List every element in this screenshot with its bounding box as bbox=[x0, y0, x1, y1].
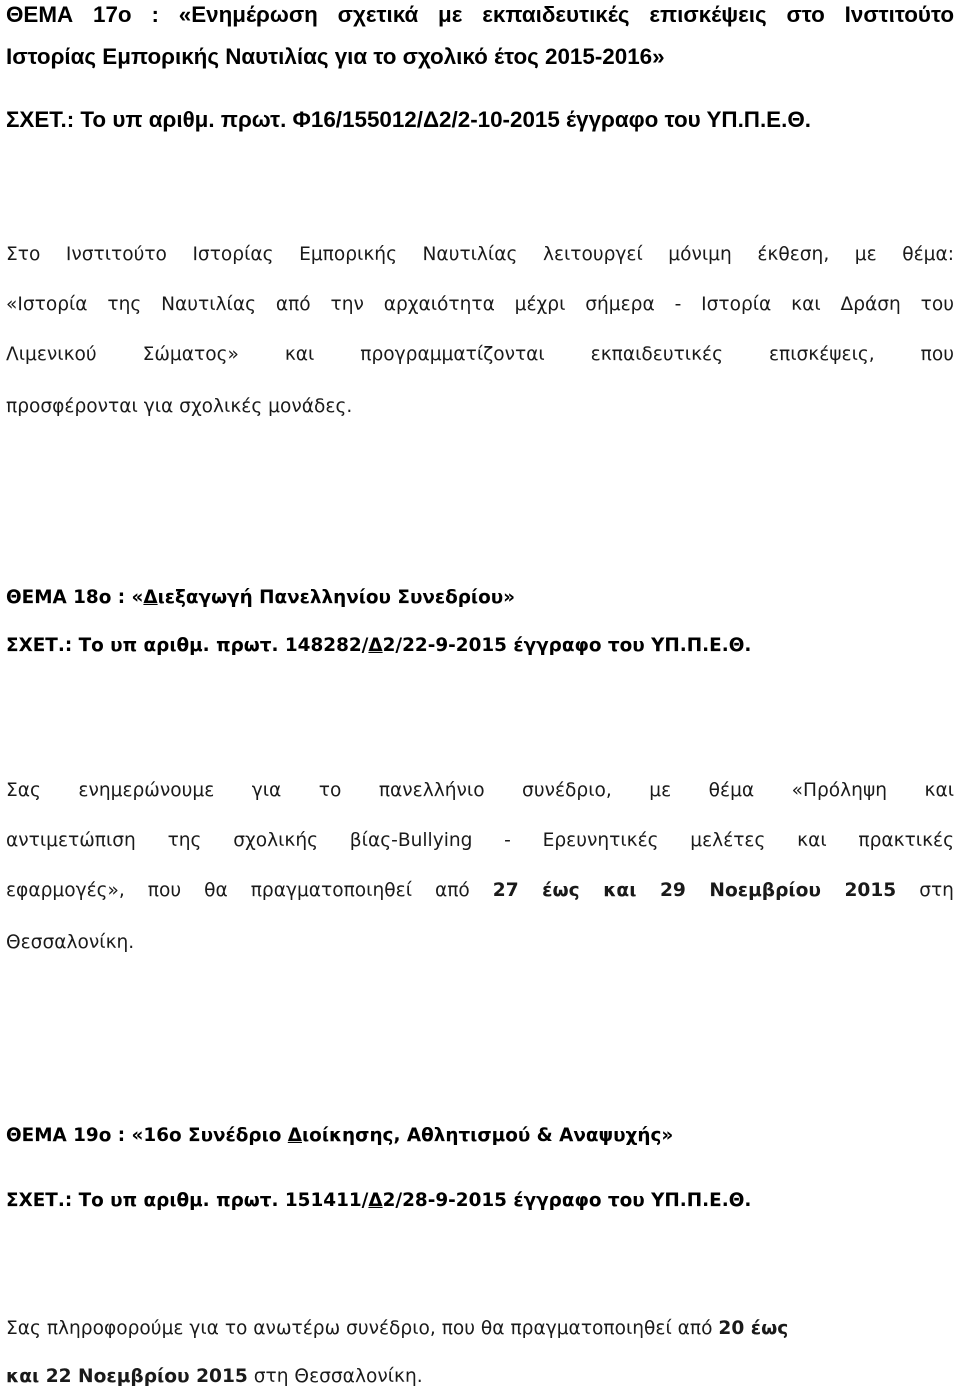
topic17-reference: ΣΧΕΤ.: Το υπ αριθμ. πρωτ. Φ16/155012/Δ2/2-10-2015 έγγραφο του ΥΠ.Π.Ε.Θ. bbox=[6, 107, 811, 132]
topic19-reference bbox=[6, 1186, 751, 1216]
topic18-body-line3 bbox=[6, 876, 954, 906]
topic19-body-line2 bbox=[6, 1362, 423, 1392]
topic18-ref-prefix: ΣΧΕΤ.: Το υπ αριθμ. πρωτ. 148282/ bbox=[6, 635, 369, 656]
topic17-title-line1: ΘΕΜΑ 17ο : «Ενημέρωση σχετικά με εκπαιδευτικές επισκέψεις στο Ινστιτούτο bbox=[6, 2, 954, 27]
topic19-date-start: 20 έως bbox=[718, 1318, 789, 1339]
topic19-body-line1 bbox=[6, 1314, 788, 1344]
topic17-body-line3: Λιμενικού Σώματος» και προγραμματίζονται εκπαιδευτικές επισκέψεις, που bbox=[6, 344, 954, 365]
topic18-reference bbox=[6, 631, 751, 661]
topic19-body-line2-post: στη Θεσσαλονίκη. bbox=[247, 1366, 423, 1387]
topic19-ref-prefix: ΣΧΕΤ.: Το υπ αριθμ. πρωτ. 151411/ bbox=[6, 1190, 369, 1211]
topic18-body-line1: Σας ενημερώνουμε για το πανελλήνιο συνέδριο, με θέμα «Πρόληψη και bbox=[6, 780, 954, 801]
topic18-title-underlined: Δ bbox=[143, 587, 158, 608]
topic18-ref-underlined: Δ bbox=[368, 635, 383, 656]
topic17-title-line2: Ιστορίας Εμπορικής Ναυτιλίας για το σχολικό έτος 2015-2016» bbox=[6, 44, 665, 69]
topic18-body-line2: αντιμετώπιση της σχολικής βίας-Bullying - Ερευνητικές μελέτες και πρακτικές bbox=[6, 830, 954, 851]
topic17-body-line2: «Ιστορία της Ναυτιλίας από την αρχαιότητα μέχρι σήμερα - Ιστορία και Δράση του bbox=[6, 294, 954, 315]
topic19-date-end: και 22 Νοεμβρίου 2015 bbox=[6, 1366, 248, 1387]
topic18-title-prefix: ΘΕΜΑ 18ο : « bbox=[6, 587, 144, 608]
topic19-title bbox=[6, 1121, 673, 1151]
topic18-body-line4: Θεσσαλονίκη. bbox=[6, 932, 135, 953]
topic19-ref-suffix: 2/28-9-2015 έγγραφο του ΥΠ.Π.Ε.Θ. bbox=[382, 1190, 752, 1211]
topic17-body-line1: Στο Ινστιτούτο Ιστορίας Εμπορικής Ναυτιλίας λειτουργεί μόνιμη έκθεση, με θέμα: bbox=[6, 244, 954, 265]
topic19-ref-underlined: Δ bbox=[368, 1190, 383, 1211]
topic19-body-line1-pre: Σας πληροφορούμε για το ανωτέρω συνέδριο, που θα πραγματοποιηθεί από bbox=[6, 1318, 719, 1339]
topic18-dates: 27 έως και 29 Νοεμβρίου 2015 bbox=[492, 880, 897, 901]
topic18-title-rest: ιεξαγωγή Πανελληνίου Συνεδρίου» bbox=[157, 587, 516, 608]
topic19-title-prefix: ΘΕΜΑ 19ο : «16ο Συνέδριο bbox=[6, 1125, 288, 1146]
topic18-title bbox=[6, 583, 515, 613]
topic19-title-rest: ιοίκησης, Αθλητισμού & Αναψυχής» bbox=[302, 1125, 674, 1146]
topic18-body-line3-post: στη bbox=[896, 880, 954, 901]
topic19-title-underlined: Δ bbox=[287, 1125, 303, 1146]
topic17-body-line4: προσφέρονται για σχολικές μονάδες. bbox=[6, 396, 353, 417]
topic18-body-line3-pre: εφαρμογές», που θα πραγματοποιηθεί από bbox=[6, 880, 493, 901]
topic18-ref-suffix: 2/22-9-2015 έγγραφο του ΥΠ.Π.Ε.Θ. bbox=[382, 635, 752, 656]
